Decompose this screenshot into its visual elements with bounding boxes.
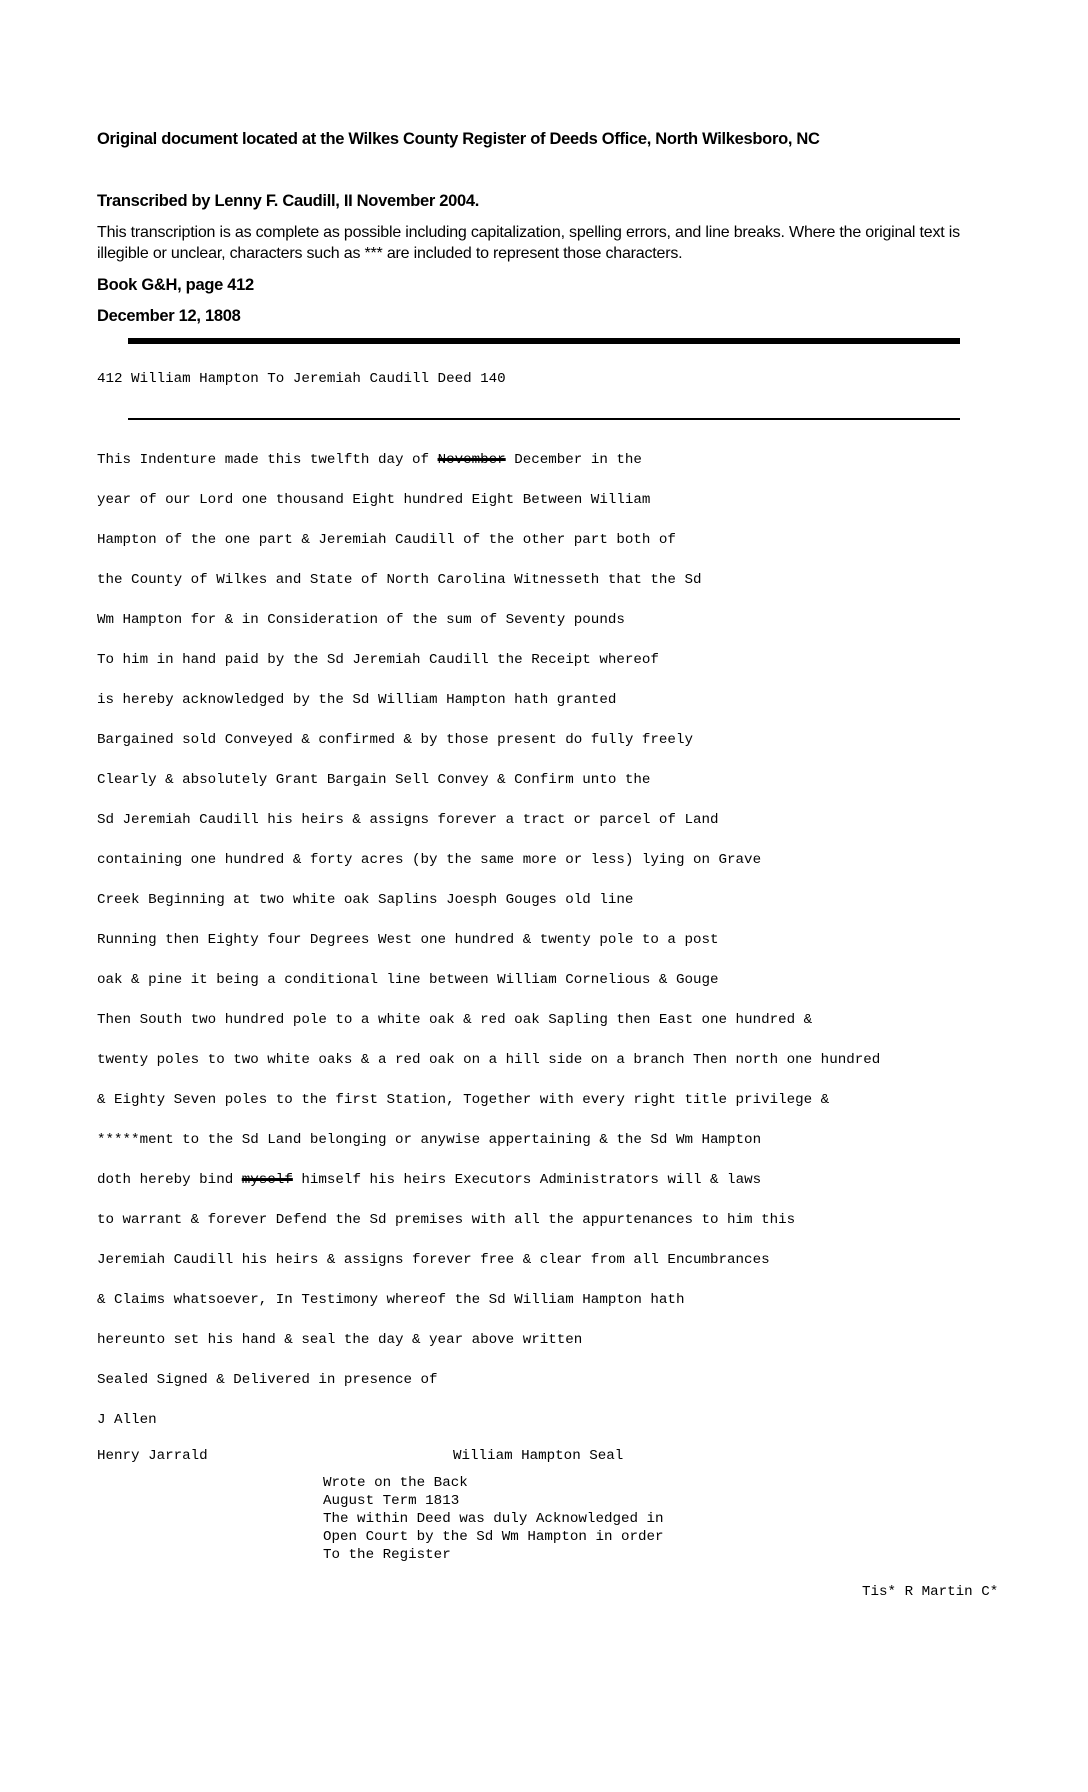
book-page-heading: Book G&H, page 412 <box>97 276 254 294</box>
witness-name: Henry Jarrald <box>97 1448 208 1464</box>
back-note-line: To the Register <box>323 1547 451 1563</box>
deed-line-part: This Indenture made this twelfth day of <box>97 452 438 468</box>
deed-line: Then South two hundred pole to a white oak & red oak Sapling then East one hundred & <box>97 1012 813 1028</box>
grantor-signature: William Hampton Seal <box>453 1448 624 1464</box>
deed-line: Jeremiah Caudill his heirs & assigns forever free & clear from all Encumbrances <box>97 1252 770 1268</box>
deed-line: Hampton of the one part & Jeremiah Caudill of the other part both of <box>97 532 676 548</box>
deed-line: to warrant & forever Defend the Sd premises with all the appurtenances to him this <box>97 1212 796 1228</box>
back-notes <box>323 1474 664 1564</box>
deed-line <box>97 448 880 488</box>
deed-line: Sd Jeremiah Caudill his heirs & assigns forever a tract or parcel of Land <box>97 812 719 828</box>
deed-date-heading: December 12, 1808 <box>97 307 241 325</box>
deed-line: year of our Lord one thousand Eight hundred Eight Between William <box>97 492 651 508</box>
deed-body <box>97 448 880 1448</box>
deed-line-part: December in the <box>505 452 642 468</box>
deed-line-part: himself his heirs Executors Administrators will & laws <box>292 1172 762 1188</box>
deed-line: the County of Wilkes and State of North Carolina Witnesseth that the Sd <box>97 572 702 588</box>
deed-line <box>97 1168 880 1208</box>
struck-word: myself <box>241 1172 293 1188</box>
back-note-line: Open Court by the Sd Wm Hampton in order <box>323 1529 664 1545</box>
deed-line: Sealed Signed & Delivered in presence of <box>97 1372 438 1388</box>
deed-line: hereunto set his hand & seal the day & year above written <box>97 1332 583 1348</box>
deed-line: & Claims whatsoever, In Testimony whereof the Sd William Hampton hath <box>97 1292 685 1308</box>
deed-line: Wm Hampton for & in Consideration of the sum of Seventy pounds <box>97 612 625 628</box>
back-note-line: August Term 1813 <box>323 1493 460 1509</box>
struck-word: November <box>437 452 506 468</box>
deed-line: *****ment to the Sd Land belonging or anywise appertaining & the Sd Wm Hampton <box>97 1132 762 1148</box>
deed-line: is hereby acknowledged by the Sd William Hampton hath granted <box>97 692 617 708</box>
transcription-note: This transcription is as complete as possible including capitalization, spelling errors, and line breaks. Where the original text is illegible or unclear, characters such as *** are included to represent those characters. <box>97 224 960 262</box>
deed-line: oak & pine it being a conditional line between William Cornelious & Gouge <box>97 972 719 988</box>
deed-line: & Eighty Seven poles to the first Station, Together with every right title privilege & <box>97 1092 830 1108</box>
deed-line: Creek Beginning at two white oak Saplins Joesph Gouges old line <box>97 892 634 908</box>
transcriber-heading: Transcribed by Lenny F. Caudill, II November 2004. <box>97 192 480 210</box>
back-note-line: Wrote on the Back <box>323 1475 468 1491</box>
deed-line: Clearly & absolutely Grant Bargain Sell Convey & Confirm unto the <box>97 772 651 788</box>
deed-line: containing one hundred & forty acres (by the same more or less) lying on Grave <box>97 852 762 868</box>
back-note-line: The within Deed was duly Acknowledged in <box>323 1511 664 1527</box>
deed-title: 412 William Hampton To Jeremiah Caudill Deed 140 <box>97 371 506 387</box>
deed-line: J Allen <box>97 1412 157 1428</box>
deed-line-part: doth hereby bind <box>97 1172 242 1188</box>
deed-line: Bargained sold Conveyed & confirmed & by those present do fully freely <box>97 732 693 748</box>
thick-divider <box>128 338 960 344</box>
deed-line: Running then Eighty four Degrees West one hundred & twenty pole to a post <box>97 932 719 948</box>
clerk-signature: Tis* R Martin C* <box>862 1584 999 1600</box>
source-location-heading: Original document located at the Wilkes County Register of Deeds Office, North Wilkesboro, NC <box>97 130 820 148</box>
deed-line: To him in hand paid by the Sd Jeremiah Caudill the Receipt whereof <box>97 652 659 668</box>
deed-line: twenty poles to two white oaks & a red oak on a hill side on a branch Then north one hundred <box>97 1052 881 1068</box>
thin-divider <box>128 418 960 420</box>
